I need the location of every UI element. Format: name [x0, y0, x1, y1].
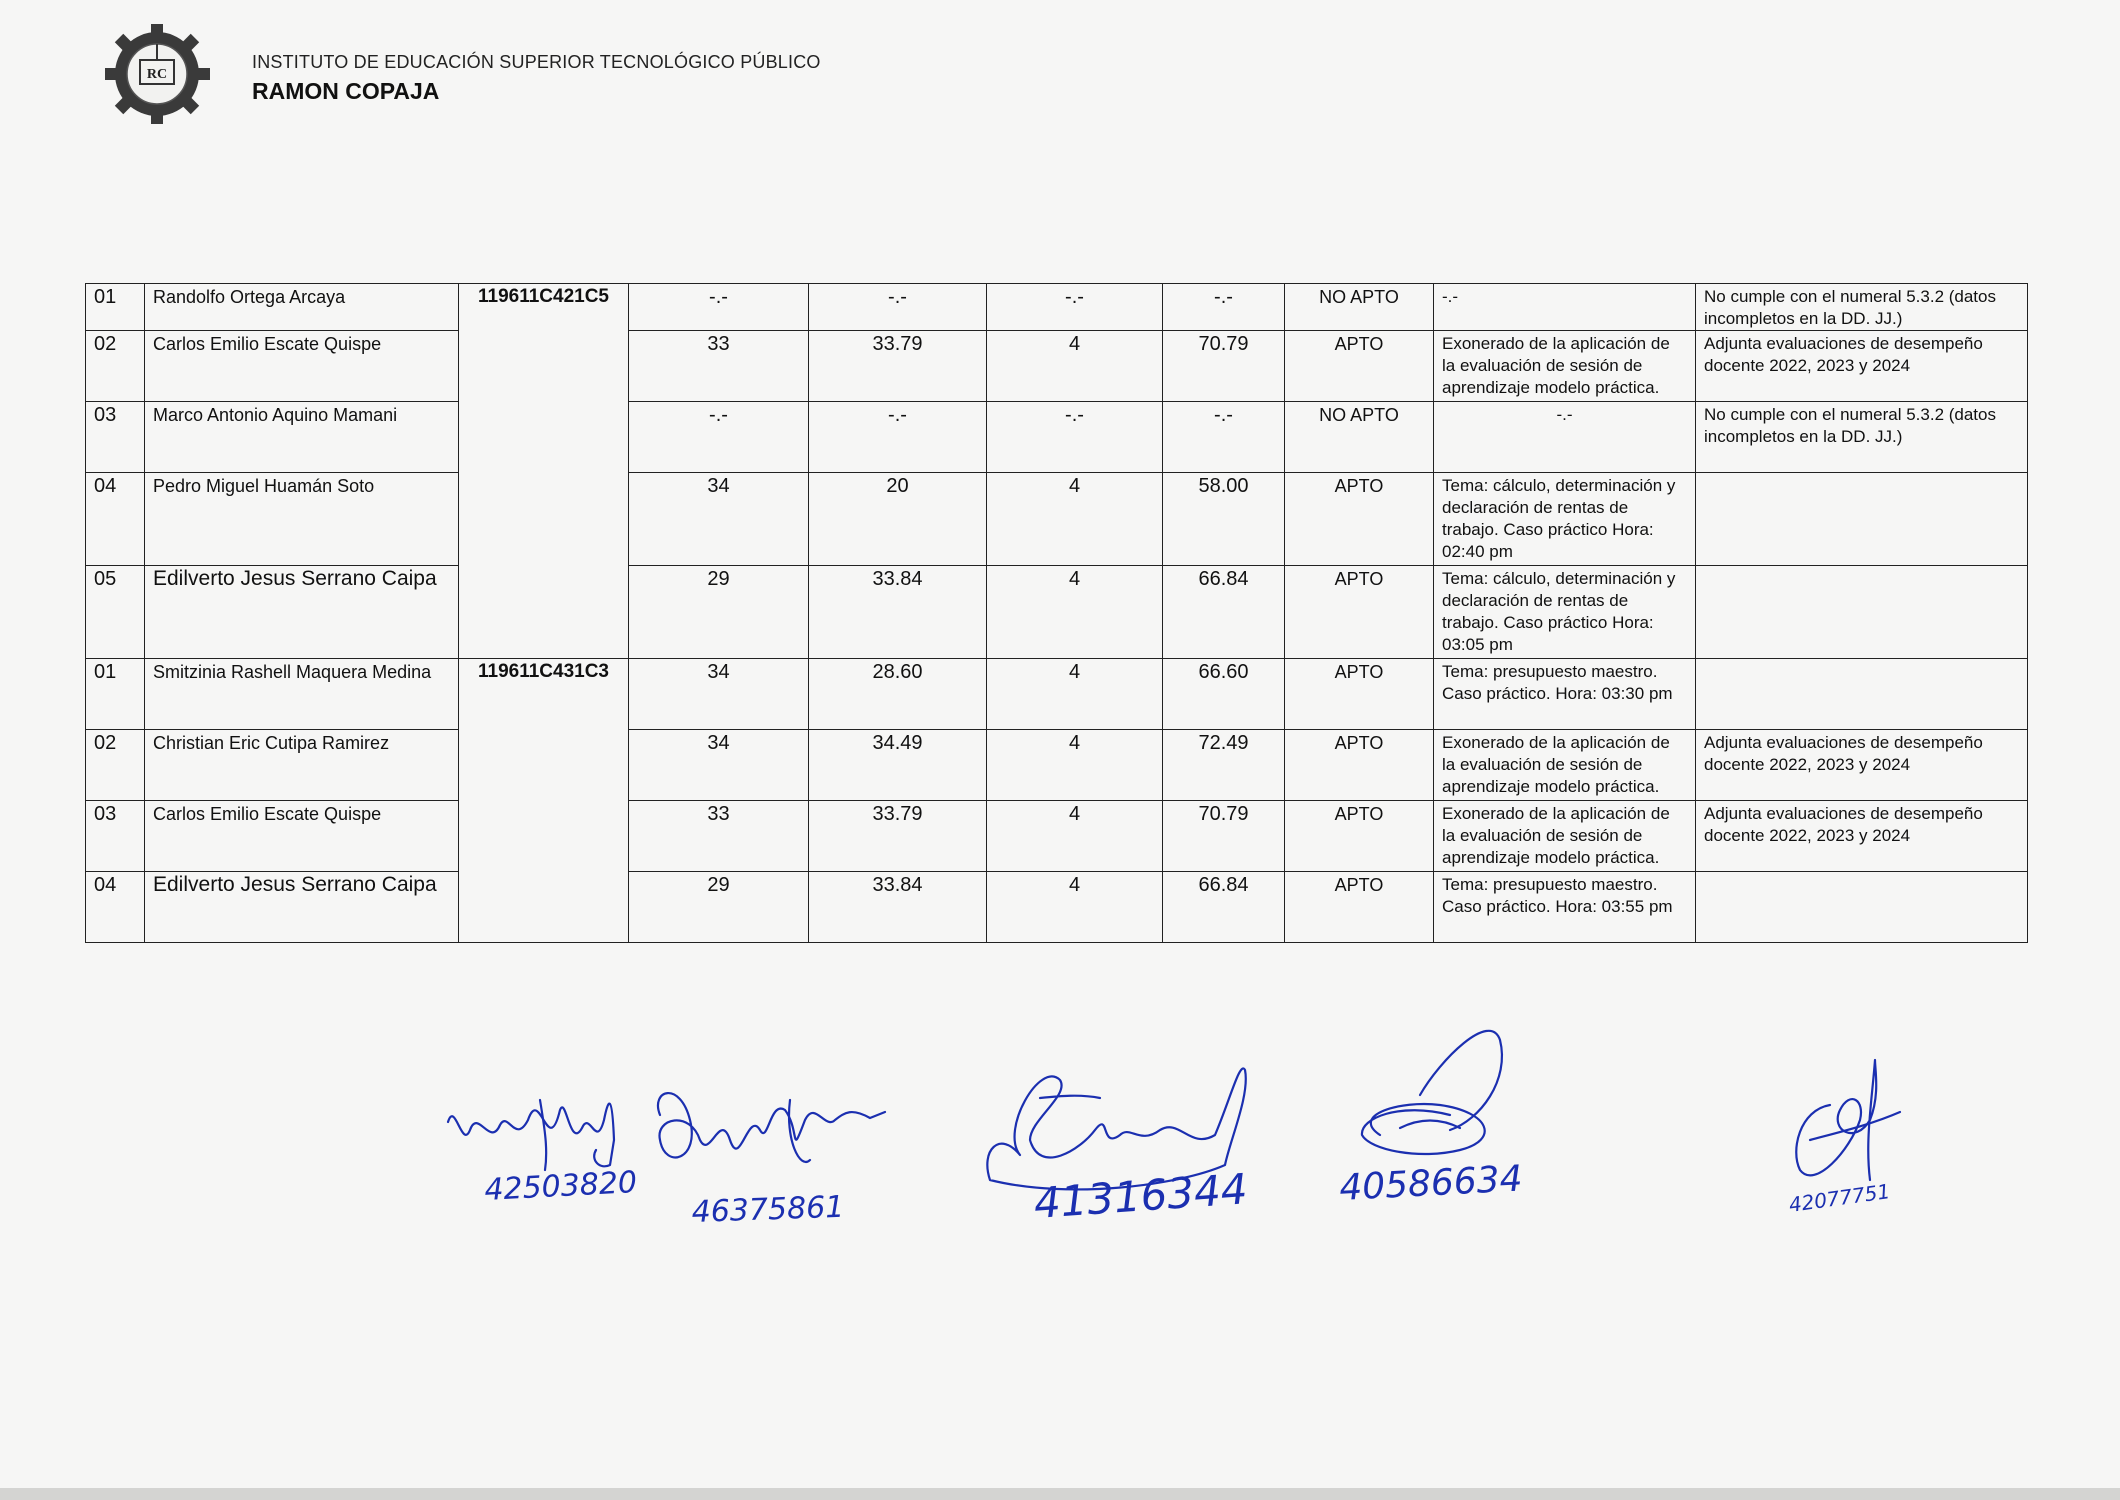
signature-4-dni: 40586634	[1338, 1158, 1524, 1209]
applicant-name: Edilverto Jesus Serrano Caipa	[145, 566, 459, 659]
score-3: 4	[987, 331, 1163, 402]
row-number: 03	[86, 402, 145, 473]
score-1: -.-	[629, 402, 809, 473]
observation: Exonerado de la aplicación de la evaluación de sesión de aprendizaje modelo práctica.	[1434, 801, 1696, 872]
score-2: 34.49	[809, 730, 987, 801]
row-number: 04	[86, 473, 145, 566]
score-total: 66.84	[1163, 566, 1285, 659]
observation: Tema: cálculo, determinación y declaración de rentas de trabajo. Caso práctico Hora: 03:05 pm	[1434, 566, 1696, 659]
status: APTO	[1285, 801, 1434, 872]
row-number: 02	[86, 730, 145, 801]
score-2: -.-	[809, 284, 987, 331]
row-number: 02	[86, 331, 145, 402]
score-2: 28.60	[809, 659, 987, 730]
score-2: 20	[809, 473, 987, 566]
table-row	[86, 473, 2028, 566]
table-row	[86, 659, 2028, 730]
signature-3-dni: 41316344	[1032, 1164, 1249, 1228]
table-row	[86, 331, 2028, 402]
observation: Tema: cálculo, determinación y declaración de rentas de trabajo. Caso práctico Hora: 02:40 pm	[1434, 473, 1696, 566]
table-row	[86, 801, 2028, 872]
course-code: 119611C431C3	[459, 659, 629, 943]
remark	[1696, 473, 2028, 566]
score-total: 70.79	[1163, 331, 1285, 402]
status: NO APTO	[1285, 284, 1434, 331]
score-1: -.-	[629, 284, 809, 331]
score-1: 29	[629, 872, 809, 943]
logo-text: RC	[146, 67, 168, 82]
observation: -.-	[1434, 402, 1696, 473]
score-total: 70.79	[1163, 801, 1285, 872]
score-3: 4	[987, 659, 1163, 730]
signatures-area	[0, 1000, 2120, 1260]
table-row	[86, 872, 2028, 943]
applicant-name: Christian Eric Cutipa Ramirez	[145, 730, 459, 801]
signature-1	[448, 1100, 614, 1170]
signature-5	[1796, 1060, 1900, 1180]
institute-logo	[90, 22, 225, 127]
applicant-name: Randolfo Ortega Arcaya	[145, 284, 459, 331]
score-2: 33.79	[809, 331, 987, 402]
remark	[1696, 566, 2028, 659]
score-total: -.-	[1163, 402, 1285, 473]
observation: Exonerado de la aplicación de la evaluación de sesión de aprendizaje modelo práctica.	[1434, 730, 1696, 801]
row-number: 01	[86, 659, 145, 730]
applicant-name: Carlos Emilio Escate Quispe	[145, 801, 459, 872]
score-total: -.-	[1163, 284, 1285, 331]
table-row	[86, 566, 2028, 659]
score-3: 4	[987, 473, 1163, 566]
institution-title: RAMON COPAJA	[252, 78, 440, 104]
applicant-name: Pedro Miguel Huamán Soto	[145, 473, 459, 566]
score-total: 66.84	[1163, 872, 1285, 943]
score-total: 66.60	[1163, 659, 1285, 730]
remark: Adjunta evaluaciones de desempeño docente 2022, 2023 y 2024	[1696, 331, 2028, 402]
score-3: -.-	[987, 402, 1163, 473]
applicant-name: Smitzinia Rashell Maquera Medina	[145, 659, 459, 730]
score-1: 34	[629, 659, 809, 730]
status: APTO	[1285, 331, 1434, 402]
remark: Adjunta evaluaciones de desempeño docente 2022, 2023 y 2024	[1696, 801, 2028, 872]
score-3: 4	[987, 801, 1163, 872]
observation: Exonerado de la aplicación de la evaluación de sesión de aprendizaje modelo práctica.	[1434, 331, 1696, 402]
score-1: 33	[629, 331, 809, 402]
table-row	[86, 284, 2028, 331]
applicant-name: Marco Antonio Aquino Mamani	[145, 402, 459, 473]
institution-name: INSTITUTO DE EDUCACIÓN SUPERIOR TECNOLÓGICO PÚBLICO	[252, 52, 821, 72]
score-1: 29	[629, 566, 809, 659]
score-total: 58.00	[1163, 473, 1285, 566]
remark: No cumple con el numeral 5.3.2 (datos incompletos en la DD. JJ.)	[1696, 284, 2028, 331]
remark	[1696, 872, 2028, 943]
signature-1-dni: 42503820	[483, 1165, 638, 1208]
row-number: 04	[86, 872, 145, 943]
status: APTO	[1285, 566, 1434, 659]
score-1: 33	[629, 801, 809, 872]
remark: No cumple con el numeral 5.3.2 (datos incompletos en la DD. JJ.)	[1696, 402, 2028, 473]
scan-bottom-edge	[0, 1488, 2120, 1500]
status: NO APTO	[1285, 402, 1434, 473]
observation: Tema: presupuesto maestro. Caso práctico. Hora: 03:55 pm	[1434, 872, 1696, 943]
status: APTO	[1285, 872, 1434, 943]
applicant-name: Edilverto Jesus Serrano Caipa	[145, 872, 459, 943]
score-2: 33.84	[809, 566, 987, 659]
table-row	[86, 402, 2028, 473]
status: APTO	[1285, 730, 1434, 801]
score-total: 72.49	[1163, 730, 1285, 801]
status: APTO	[1285, 659, 1434, 730]
score-3: 4	[987, 730, 1163, 801]
remark: Adjunta evaluaciones de desempeño docente 2022, 2023 y 2024	[1696, 730, 2028, 801]
score-2: 33.79	[809, 801, 987, 872]
row-number: 03	[86, 801, 145, 872]
evaluation-table	[85, 283, 2028, 943]
signature-2	[658, 1093, 885, 1162]
signature-4	[1362, 1031, 1502, 1154]
row-number: 05	[86, 566, 145, 659]
course-code: 119611C421C5	[459, 284, 629, 659]
row-number: 01	[86, 284, 145, 331]
signature-5-dni: 42077751	[1787, 1179, 1892, 1217]
signature-2-dni: 46375861	[691, 1189, 845, 1230]
score-1: 34	[629, 473, 809, 566]
remark	[1696, 659, 2028, 730]
observation: -.-	[1434, 284, 1696, 331]
applicant-name: Carlos Emilio Escate Quispe	[145, 331, 459, 402]
score-2: -.-	[809, 402, 987, 473]
status: APTO	[1285, 473, 1434, 566]
score-1: 34	[629, 730, 809, 801]
table-row	[86, 730, 2028, 801]
score-3: 4	[987, 566, 1163, 659]
score-3: 4	[987, 872, 1163, 943]
score-2: 33.84	[809, 872, 987, 943]
observation: Tema: presupuesto maestro. Caso práctico. Hora: 03:30 pm	[1434, 659, 1696, 730]
score-3: -.-	[987, 284, 1163, 331]
